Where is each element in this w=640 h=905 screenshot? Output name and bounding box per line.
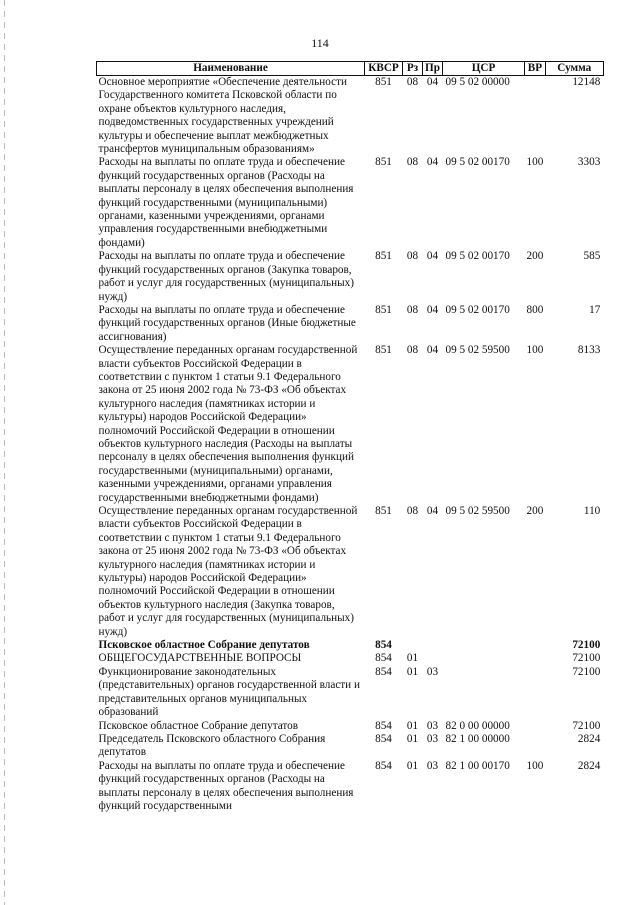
cell-name: Функционирование законодательных (представительных) органов государственной власти и представительных органов муниципальных образований [98, 665, 360, 719]
cell-kvsr: 851 [375, 76, 392, 88]
cell-rz: 01 [406, 665, 419, 678]
table-row [97, 652, 604, 665]
scan-edge-rule [4, 0, 5, 905]
cell-name: Расходы на выплаты по оплате труда и обеспечение функций государственных органов (Закупка товаров, работ и услуг для государственных (муниципальных) нужд) [98, 250, 354, 303]
cell-kvsr: 851 [375, 344, 392, 357]
cell-rz: 01 [406, 719, 419, 732]
table-row [97, 760, 604, 814]
cell-kvsr: 854 [375, 639, 392, 652]
cell-csr: 09 5 02 00170 [445, 156, 510, 169]
cell-pr: 03 [426, 732, 439, 745]
cell-vr: 800 [526, 303, 544, 316]
table-row [97, 720, 604, 733]
cell-name: ОБЩЕГОСУДАРСТВЕННЫЕ ВОПРОСЫ [98, 652, 302, 665]
table-row [97, 666, 604, 720]
cell-kvsr: 851 [375, 505, 392, 517]
cell-csr: 09 5 02 00170 [445, 250, 510, 263]
cell-csr [443, 666, 525, 720]
cell-csr: 82 0 00 00000 [445, 719, 510, 732]
cell-csr [443, 639, 525, 652]
cell-rz: 08 [406, 505, 419, 517]
cell-sum: 72100 [572, 719, 601, 732]
table-row [97, 639, 604, 652]
cell-rz: 01 [406, 732, 419, 745]
cell-kvsr: 851 [375, 250, 392, 263]
cell-pr: 04 [426, 344, 439, 357]
cell-sum: 72100 [572, 639, 601, 652]
cell-sum: 12148 [572, 76, 601, 88]
cell-name: Псковское областное Собрание депутатов [98, 639, 310, 652]
cell-csr: 09 5 02 59500 [445, 344, 510, 357]
cell-kvsr: 854 [375, 652, 392, 665]
cell-sum: 17 [589, 303, 601, 316]
cell-csr: 09 5 02 00170 [445, 303, 510, 316]
cell-name: Осуществление переданных органам государственной власти субъектов Российской Федерации в соответствии с пунктом 1 статьи 9.1 Федерального закона от 25 июня 2002 года № 73-ФЗ «Об объектах культурного наследия (памятниках истории и культуры) народов Российской Федерации» полномочий Российской Федерации в отношении объектов культурного наследия (Расходы на выплаты персоналу в целях обеспечения выполнения функций государственными (муниципальными) органами, казенными учреждениями, органами управления государственными внебюджетными фондами) [98, 344, 358, 504]
cell-name: Председатель Псковского областного Собрания депутатов [98, 732, 326, 759]
header-vr: ВР [525, 62, 546, 76]
cell-vr [525, 76, 546, 157]
header-sum: Сумма [545, 62, 603, 76]
cell-kvsr: 851 [375, 156, 392, 169]
cell-name: Псковское областное Собрание депутатов [98, 719, 299, 732]
cell-sum: 72100 [572, 665, 601, 678]
table-row [97, 76, 604, 157]
cell-vr [525, 733, 546, 760]
cell-rz: 01 [406, 759, 419, 772]
cell-csr: 82 1 00 00000 [445, 732, 510, 745]
cell-name: Осуществление переданных органам государственной власти субъектов Российской Федерации в соответствии с пунктом 1 статьи 9.1 Федерального закона от 25 июня 2002 года № 73-ФЗ «Об объектах культурного наследия (памятниках истории и культуры) народов Российской Федерации» полномочий Российской Федерации в отношении объектов культурного наследия (Закупка товаров, работ и услуг для государственных (муниципальных) нужд) [98, 505, 358, 638]
table-row [97, 344, 604, 505]
cell-name: Расходы на выплаты по оплате труда и обеспечение функций государственных органов (Расходы на выплаты персоналу в целях обеспечения выполнения функций государственными [98, 759, 354, 812]
cell-pr: 03 [426, 759, 439, 772]
cell-csr: 82 1 00 00170 [445, 759, 510, 772]
cell-rz: 08 [406, 156, 419, 169]
page-number: 114 [311, 36, 329, 50]
table-row [97, 505, 604, 639]
cell-name: Расходы на выплаты по оплате труда и обеспечение функций государственных органов (Расходы на выплаты персоналу в целях обеспечения выполнения функций государственными (муниципальными) органами, казенными учреждениями, органами управления государственными внебюджетными фондами) [98, 156, 354, 249]
cell-name: Основное мероприятие «Обеспечение деятельности Государственного комитета Псковской области по охране объектов культурного наследия, подведомственных государственных учреждений культуры и обеспечение выплат межбюджетных трансфертов муниципальным образованиям» [98, 76, 347, 156]
cell-pr: 04 [426, 156, 439, 169]
cell-pr: 04 [426, 505, 439, 517]
header-rz: Рз [403, 62, 423, 76]
cell-vr: 200 [526, 505, 544, 517]
header-csr: ЦСР [443, 62, 525, 76]
cell-rz: 08 [406, 303, 419, 316]
cell-vr: 100 [526, 759, 544, 772]
cell-pr [423, 652, 443, 665]
header-pr: Пр [423, 62, 443, 76]
cell-kvsr: 854 [375, 732, 392, 745]
cell-name: Расходы на выплаты по оплате труда и обеспечение функций государственных органов (Иные бюджетные ассигнования) [98, 303, 356, 343]
table-row [97, 250, 604, 304]
table-header-row [97, 62, 604, 76]
cell-vr [525, 639, 546, 652]
header-kvsr: КВСР [365, 62, 403, 76]
cell-vr [525, 666, 546, 720]
cell-kvsr: 851 [375, 303, 392, 316]
cell-vr: 100 [526, 344, 544, 357]
cell-csr: 09 5 02 00000 [445, 76, 510, 88]
cell-kvsr: 854 [375, 759, 392, 772]
cell-rz: 08 [406, 250, 419, 263]
cell-vr: 100 [526, 156, 544, 169]
cell-sum: 8133 [577, 344, 601, 357]
cell-vr [525, 652, 546, 665]
cell-rz: 08 [406, 76, 419, 88]
cell-pr [423, 639, 443, 652]
cell-vr [525, 720, 546, 733]
cell-sum: 585 [583, 250, 601, 263]
cell-pr: 03 [426, 719, 439, 732]
cell-rz: 08 [406, 344, 419, 357]
cell-vr: 200 [526, 250, 544, 263]
cell-sum: 72100 [572, 652, 601, 665]
cell-sum: 110 [583, 505, 601, 517]
table-row [97, 733, 604, 760]
header-name: Наименование [97, 62, 365, 76]
cell-csr [443, 652, 525, 665]
cell-kvsr: 854 [375, 665, 392, 678]
table-row [97, 156, 604, 250]
budget-table [96, 61, 604, 813]
cell-kvsr: 854 [375, 719, 392, 732]
cell-pr: 04 [426, 303, 439, 316]
cell-csr: 09 5 02 59500 [445, 505, 510, 517]
cell-sum: 2824 [577, 759, 601, 772]
cell-rz [403, 639, 423, 652]
cell-pr: 04 [426, 250, 439, 263]
table-row [97, 304, 604, 344]
cell-pr: 04 [426, 76, 439, 88]
cell-rz: 01 [406, 652, 419, 665]
cell-sum: 3303 [577, 156, 601, 169]
table-body [97, 76, 604, 814]
cell-pr: 03 [426, 665, 439, 678]
cell-sum: 2824 [577, 732, 601, 745]
